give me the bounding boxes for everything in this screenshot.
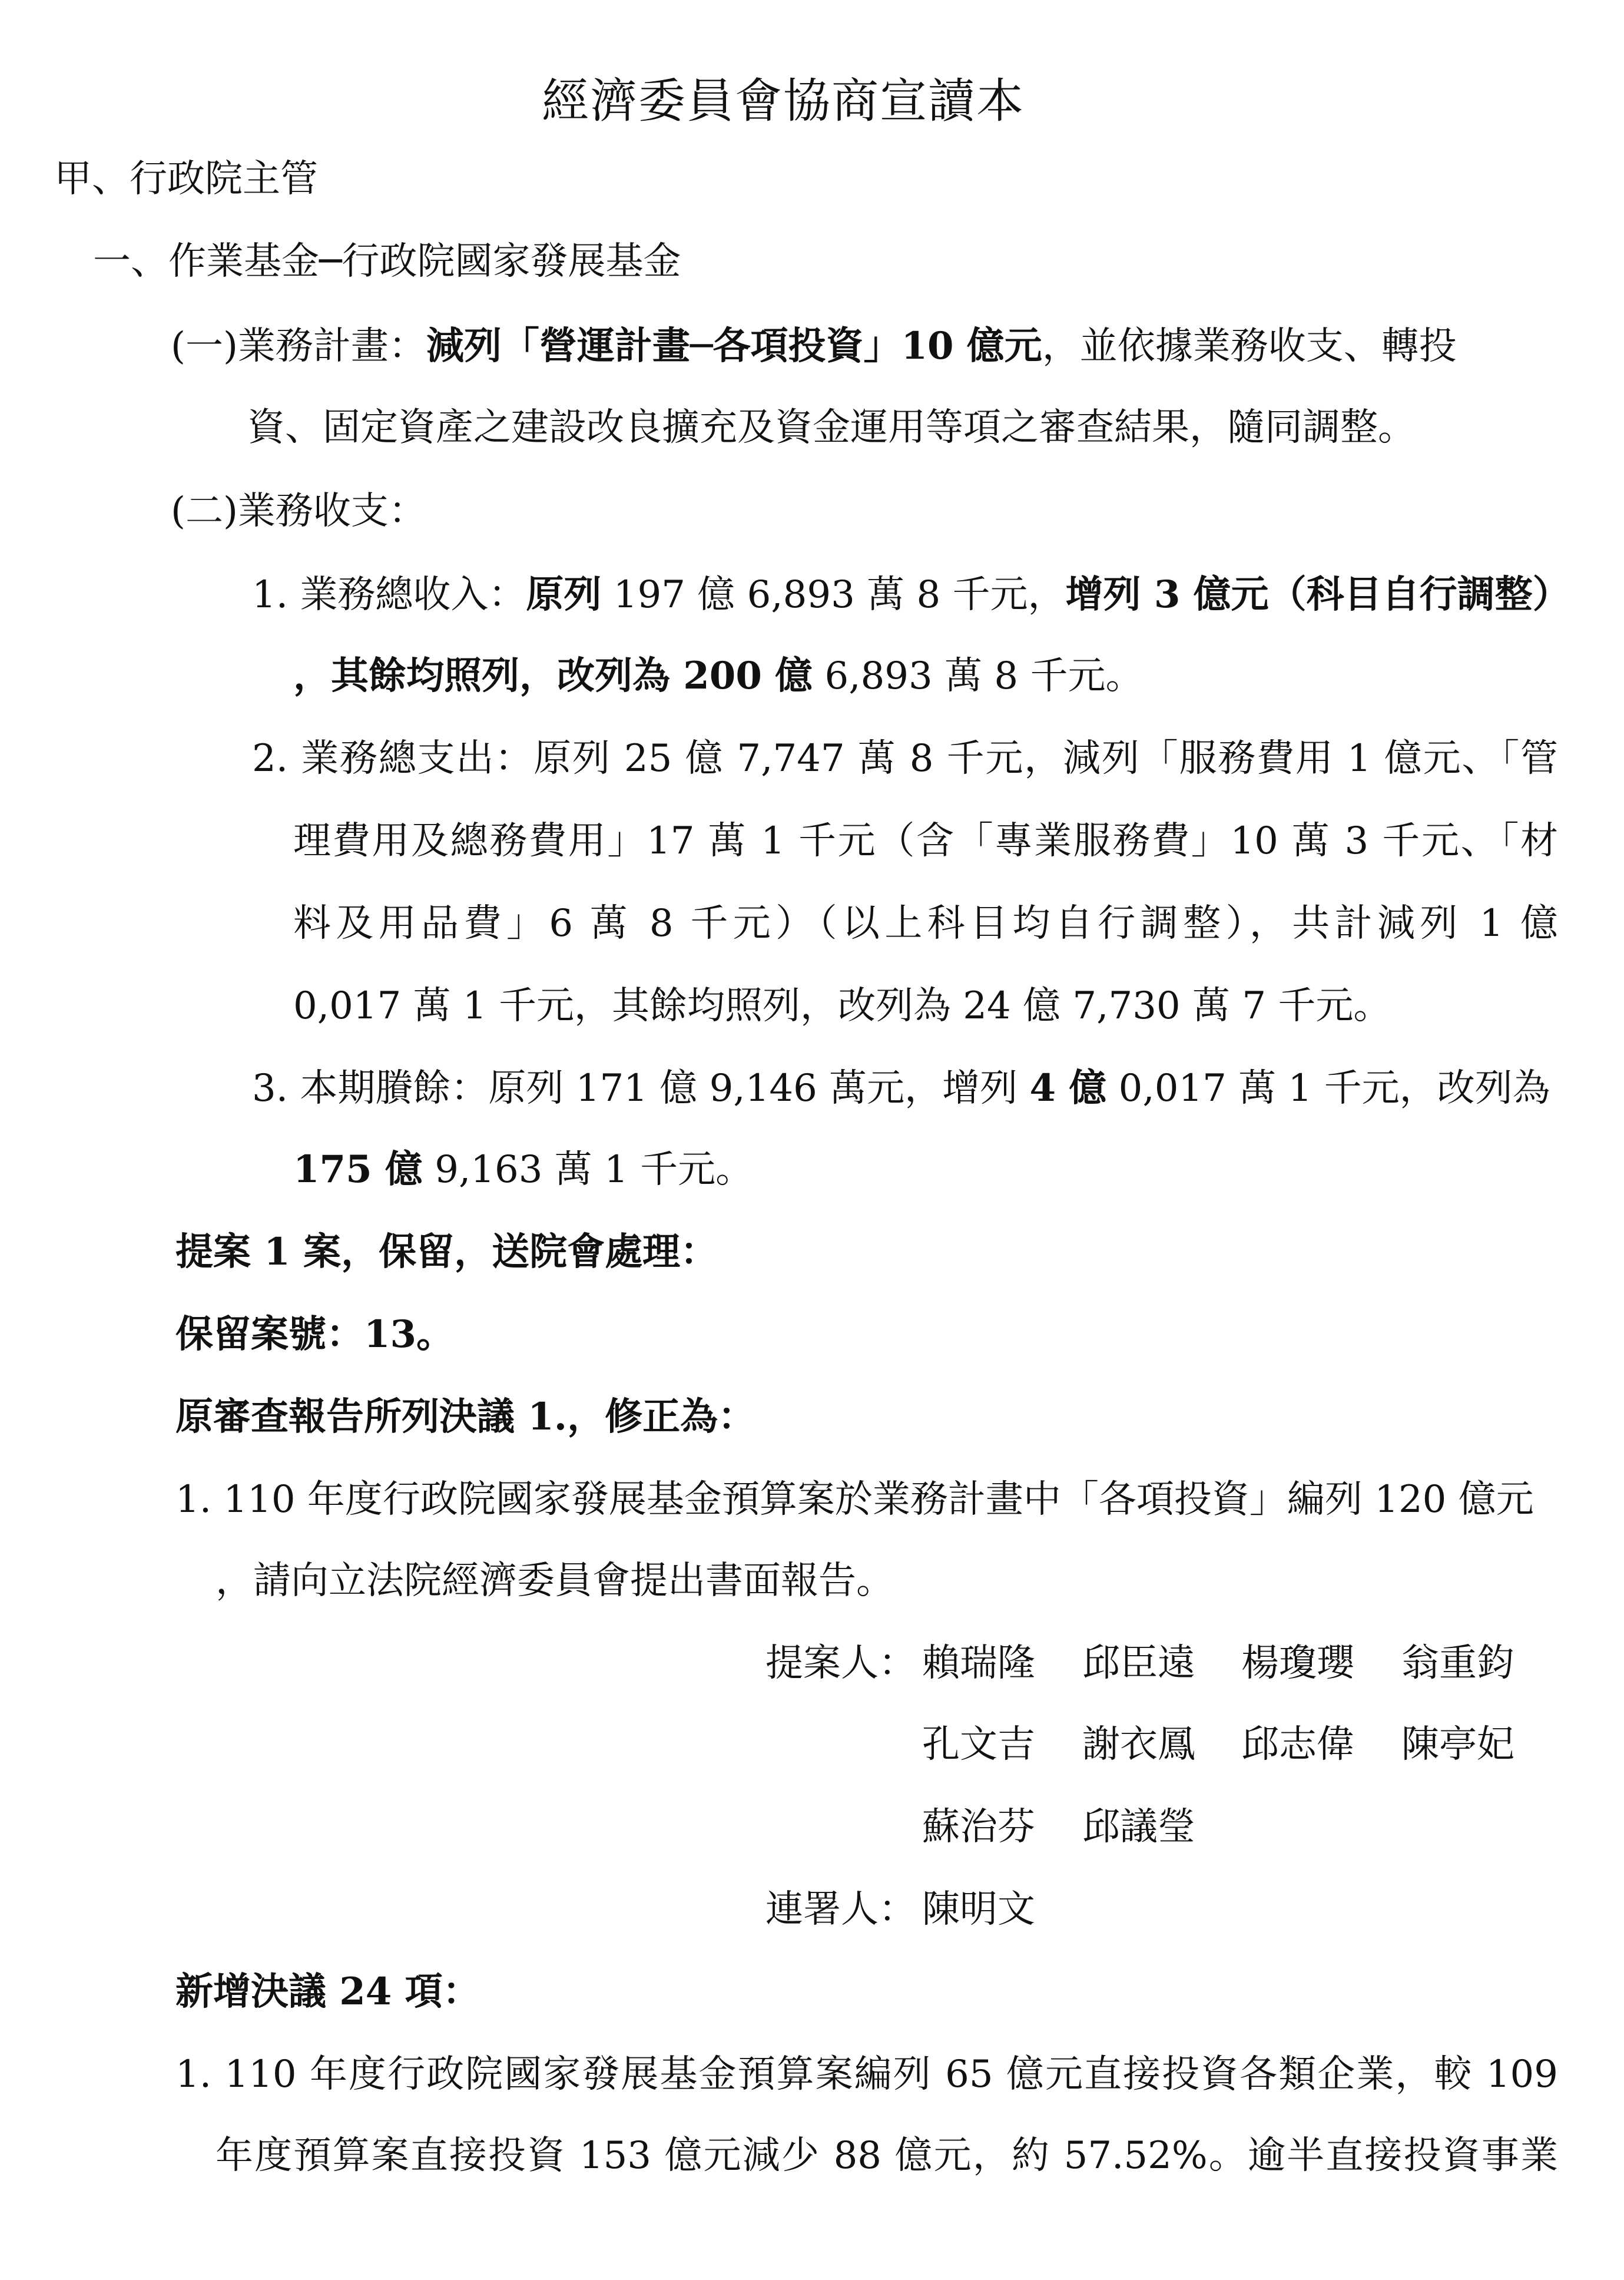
- proposer-name: 謝衣鳳: [1082, 1723, 1195, 1766]
- proposer-name: 賴瑞隆: [922, 1642, 1035, 1685]
- revexp-heading: (二)業務收支：: [171, 489, 426, 533]
- proposer-name: 翁重鈞: [1401, 1642, 1514, 1685]
- expenditure-line-2: 理費用及總務費用」17 萬 1 千元（含「專業服務費」10 萬 3 千元、「材: [293, 819, 1558, 863]
- plan-bold: 減列「營運計畫─各項投資」10 億元: [426, 324, 1042, 368]
- surplus-line-2: [293, 1147, 754, 1192]
- revenue-line-2: [293, 654, 1144, 698]
- page-title: 經濟委員會協商宣讀本: [542, 74, 1025, 128]
- revenue-num: 1.: [252, 573, 289, 617]
- new-resolution1-line-1: 1. 110 年度行政院國家發展基金預算案編列 65 億元直接投資各類企業，較 109: [175, 2053, 1558, 2096]
- revenue-b2: 增列 3 億元（科目自行調整）: [1065, 573, 1570, 617]
- proposer-name: 楊瓊瓔: [1241, 1642, 1354, 1685]
- expenditure-line-4: 0,017 萬 1 千元，其餘均照列，改列為 24 億 7,730 萬 7 千元。: [293, 984, 1391, 1028]
- proposer-name: 邱臣遠: [1082, 1642, 1195, 1685]
- proposers-label: 提案人：: [765, 1642, 916, 1685]
- surplus-l1c: 0,017 萬 1 千元，改列為: [1106, 1067, 1550, 1110]
- amend-heading: 原審查報告所列決議 1.，修正為：: [175, 1395, 756, 1439]
- surplus-line-1: [252, 1066, 1550, 1110]
- plan-rest: ，並依據業務收支、轉投: [1042, 325, 1457, 368]
- revenue-line-1: [252, 573, 1570, 617]
- new-resolution1-line-2: 年度預算案直接投資 153 億元減少 88 億元，約 57.52%。逾半直接投資事業: [216, 2134, 1558, 2178]
- new-resolutions-heading: 新增決議 24 項：: [175, 1970, 480, 2014]
- revenue-line2-bold: ，其餘均照列，改列為 200 億: [293, 654, 813, 698]
- plan-line-1: [171, 324, 1457, 368]
- item-heading: 一、作業基金─行政院國家發展基金: [93, 240, 681, 283]
- proposer-name: 陳亭妃: [1401, 1723, 1514, 1766]
- plan-label: (一)業務計畫：: [171, 325, 426, 368]
- surplus-l1a: 3. 本期賸餘：原列 171 億 9,146 萬元，增列: [252, 1067, 1030, 1110]
- surplus-l2t: 9,163 萬 1 千元。: [422, 1148, 754, 1192]
- expenditure-line-1: 2. 業務總支出：原列 25 億 7,747 萬 8 千元，減列「服務費用 1 億元、「管: [252, 737, 1558, 780]
- revenue-b1: 原列: [526, 573, 602, 617]
- revenue-t1: 197 億 6,893 萬 8 千元，: [601, 573, 1066, 617]
- resolution1-line-2: ，請向立法院經濟委員會提出書面報告。: [216, 1559, 894, 1603]
- cosigner-name: 陳明文: [922, 1888, 1035, 1931]
- surplus-l2b: 175 億: [293, 1147, 423, 1192]
- proposer-name: 邱議瑩: [1082, 1805, 1195, 1849]
- section-heading: 甲、行政院主管: [54, 157, 318, 201]
- proposer-name: 邱志偉: [1241, 1723, 1354, 1766]
- proposer-name: 孔文吉: [922, 1723, 1035, 1766]
- surplus-l1b: 4 億: [1029, 1066, 1107, 1110]
- proposal-reserved: 提案 1 案，保留，送院會處理：: [175, 1230, 718, 1274]
- reserved-number: 保留案號：13。: [175, 1312, 455, 1356]
- revenue-line2-text: 6,893 萬 8 千元。: [813, 654, 1144, 698]
- expenditure-line-3: 料及用品費」6 萬 8 千元）（以上科目均自行調整），共計減列 1 億: [293, 902, 1558, 945]
- proposer-name: 蘇治芬: [922, 1805, 1035, 1849]
- resolution1-line-1: 1. 110 年度行政院國家發展基金預算案於業務計畫中「各項投資」編列 120 億元: [175, 1478, 1534, 1521]
- cosigners-label: 連署人：: [765, 1888, 916, 1931]
- revenue-label: 業務總收入：: [300, 573, 526, 617]
- plan-line-2: 資、固定資產之建設改良擴充及資金運用等項之審查結果，隨同調整。: [247, 406, 1416, 449]
